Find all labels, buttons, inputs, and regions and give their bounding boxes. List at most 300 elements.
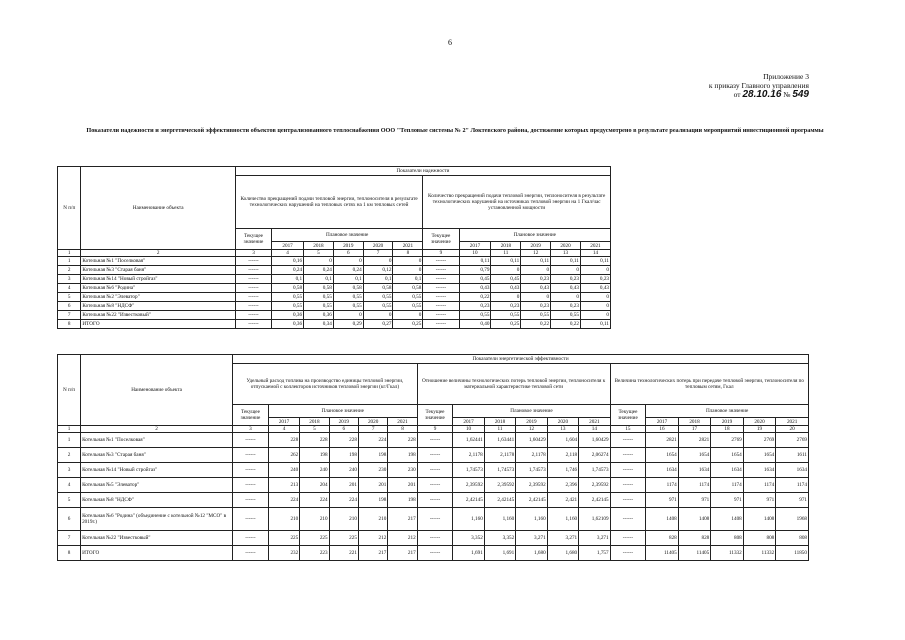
planned-value: 0,11 xyxy=(551,257,581,266)
current-value: ------ xyxy=(423,293,459,302)
year-header: 2017 xyxy=(453,418,484,426)
year-header: 2019 xyxy=(521,242,551,250)
planned-value: 0,58 xyxy=(304,284,334,293)
planned-value: 201 xyxy=(358,478,387,493)
planned-value: 1408 xyxy=(678,508,711,531)
column-number: 8 xyxy=(388,426,417,433)
planned-value: 0 xyxy=(521,266,551,275)
planned-value: 0,22 xyxy=(521,320,551,329)
planned-value: 0,16 xyxy=(272,257,304,266)
planned-value: 1968 xyxy=(776,508,809,531)
planned-value: 0,55 xyxy=(333,302,363,311)
planned-value: 1,757 xyxy=(579,546,610,561)
planned-value: 224 xyxy=(268,493,299,508)
current-value: ------ xyxy=(423,257,459,266)
number-prefix: № xyxy=(783,90,791,99)
year-header: 2019 xyxy=(711,418,744,426)
row-number: 3 xyxy=(58,463,81,478)
planned-value: 201 xyxy=(329,478,358,493)
current-value: ------ xyxy=(233,448,269,463)
column-number: 4 xyxy=(272,250,304,257)
row-number: 6 xyxy=(58,302,81,311)
header-current-c: Текущее значение xyxy=(610,405,646,426)
planned-value: 808 xyxy=(776,531,809,546)
planned-value: 0 xyxy=(333,311,363,320)
planned-value: 1,604 xyxy=(547,433,578,448)
planned-value: 240 xyxy=(268,463,299,478)
table-row xyxy=(58,293,611,302)
planned-value: 11405 xyxy=(678,546,711,561)
planned-value: 223 xyxy=(300,546,329,561)
planned-value: 0,34 xyxy=(304,320,334,329)
planned-value: 217 xyxy=(388,546,417,561)
current-value: ------ xyxy=(610,433,646,448)
column-number: 10 xyxy=(459,250,491,257)
planned-value: 228 xyxy=(268,433,299,448)
header-current-b: Текущее значение xyxy=(417,405,453,426)
planned-value: 0,1 xyxy=(304,275,334,284)
current-value: ------ xyxy=(417,508,453,531)
planned-value: 0 xyxy=(491,293,521,302)
current-value: ------ xyxy=(423,266,459,275)
year-header: 2020 xyxy=(551,242,581,250)
planned-value: 828 xyxy=(678,531,711,546)
year-header: 2020 xyxy=(358,418,387,426)
column-number: 5 xyxy=(300,426,329,433)
current-value: ------ xyxy=(423,302,459,311)
planned-value: 221 xyxy=(329,546,358,561)
planned-value: 1,160 xyxy=(484,508,515,531)
header-group: Показатели энергетической эффективности xyxy=(233,355,809,364)
planned-value: 0,55 xyxy=(393,302,423,311)
current-value: ------ xyxy=(235,266,271,275)
planned-value: 1,160 xyxy=(453,508,484,531)
column-number: 9 xyxy=(423,250,459,257)
planned-value: 2,1178 xyxy=(484,448,515,463)
planned-value: 0,22 xyxy=(459,293,491,302)
planned-value: 971 xyxy=(776,493,809,508)
planned-value: 0 xyxy=(580,293,610,302)
planned-value: 262 xyxy=(268,448,299,463)
planned-value: 11332 xyxy=(743,546,776,561)
row-number: 6 xyxy=(58,508,81,531)
planned-value: 0,43 xyxy=(491,284,521,293)
planned-value: 0,43 xyxy=(521,284,551,293)
current-value: ------ xyxy=(417,433,453,448)
planned-value: 0 xyxy=(393,257,423,266)
header-current-a: Текущее значение xyxy=(235,229,271,250)
planned-value: 2821 xyxy=(646,433,679,448)
planned-value: 232 xyxy=(268,546,299,561)
year-header: 2017 xyxy=(268,418,299,426)
planned-value: 1408 xyxy=(743,508,776,531)
header-block-b: Отношение величины технологических потерь тепловой энергии, теплоносителя к материальной характеристике тепловой сети xyxy=(417,364,610,405)
planned-value: 0,29 xyxy=(333,320,363,329)
year-header: 2018 xyxy=(304,242,334,250)
header-planned-a: Плановое значение xyxy=(268,405,417,418)
row-number: 1 xyxy=(58,257,81,266)
row-number: 4 xyxy=(58,284,81,293)
current-value: ------ xyxy=(423,320,459,329)
year-header: 2017 xyxy=(272,242,304,250)
planned-value: 1,74573 xyxy=(484,463,515,478)
date-prefix: от xyxy=(733,90,741,99)
year-header: 2018 xyxy=(300,418,329,426)
table-row xyxy=(58,320,611,329)
planned-value: 0,1 xyxy=(363,275,393,284)
planned-value: 0,23 xyxy=(521,302,551,311)
table-row xyxy=(58,508,809,531)
planned-value: 2,1178 xyxy=(453,448,484,463)
planned-value: 0,23 xyxy=(459,302,491,311)
planned-value: 2,39592 xyxy=(579,478,610,493)
planned-value: 1634 xyxy=(678,463,711,478)
planned-value: 0,55 xyxy=(393,293,423,302)
current-value: ------ xyxy=(423,284,459,293)
planned-value: 808 xyxy=(743,531,776,546)
column-number: 1 xyxy=(58,250,81,257)
current-value: ------ xyxy=(423,311,459,320)
column-number: 14 xyxy=(580,250,610,257)
reliability-table xyxy=(57,166,611,329)
current-value: ------ xyxy=(610,531,646,546)
planned-value: 1174 xyxy=(678,478,711,493)
row-number: 2 xyxy=(58,266,81,275)
column-number: 14 xyxy=(579,426,610,433)
object-name: ИТОГО xyxy=(81,320,235,329)
planned-value: 198 xyxy=(388,493,417,508)
planned-value: 217 xyxy=(388,508,417,531)
year-header: 2019 xyxy=(516,418,547,426)
planned-value: 210 xyxy=(268,508,299,531)
column-number: 6 xyxy=(329,426,358,433)
planned-value: 0,36 xyxy=(272,320,304,329)
current-value: ------ xyxy=(417,531,453,546)
planned-value: 0,55 xyxy=(459,311,491,320)
table-row xyxy=(58,311,611,320)
current-value: ------ xyxy=(233,433,269,448)
handwritten-number: 549 xyxy=(792,89,809,100)
header-block-b: Количество прекращений подачи тепловой энергии, теплоносителя в результате технологических нарушений на источниках тепловой энергии на 1 Гкал/час установленной мощности xyxy=(423,176,611,229)
year-header: 2020 xyxy=(743,418,776,426)
table-row xyxy=(58,478,809,493)
planned-value: 225 xyxy=(300,531,329,546)
column-number: 3 xyxy=(233,426,269,433)
planned-value: 2,42145 xyxy=(579,493,610,508)
planned-value: 2,42145 xyxy=(453,493,484,508)
year-header: 2021 xyxy=(776,418,809,426)
planned-value: 1,63441 xyxy=(484,433,515,448)
planned-value: 228 xyxy=(300,433,329,448)
planned-value: 2769 xyxy=(711,433,744,448)
planned-value: 198 xyxy=(358,448,387,463)
planned-value: 240 xyxy=(300,463,329,478)
planned-value: 210 xyxy=(329,508,358,531)
current-value: ------ xyxy=(423,275,459,284)
column-number: 11 xyxy=(491,250,521,257)
planned-value: 0 xyxy=(304,257,334,266)
planned-value: 225 xyxy=(329,531,358,546)
planned-value: 0,36 xyxy=(304,311,334,320)
planned-value: 0,45 xyxy=(459,275,491,284)
current-value: ------ xyxy=(233,508,269,531)
column-number: 12 xyxy=(516,426,547,433)
planned-value: 204 xyxy=(300,478,329,493)
object-name: Котельная №14 "Новый стройгаз" xyxy=(81,463,233,478)
planned-value: 230 xyxy=(388,463,417,478)
planned-value: 0,1 xyxy=(393,275,423,284)
planned-value: 0,55 xyxy=(363,293,393,302)
header-block-c: Величина технологических потерь при передаче тепловой энергии, теплоносителя по тепловым сетям, Гкал xyxy=(610,364,808,405)
planned-value: 0 xyxy=(393,266,423,275)
planned-value: 0,23 xyxy=(551,302,581,311)
row-number: 2 xyxy=(58,448,81,463)
current-value: ------ xyxy=(235,275,271,284)
object-name: Котельная №14 "Новый стройгаз" xyxy=(81,275,235,284)
row-number: 5 xyxy=(58,493,81,508)
column-number: 12 xyxy=(521,250,551,257)
table-row xyxy=(58,284,611,293)
row-number: 8 xyxy=(58,320,81,329)
planned-value: 0,23 xyxy=(580,275,610,284)
planned-value: 224 xyxy=(329,493,358,508)
planned-value: 0,12 xyxy=(363,266,393,275)
object-name: Котельная №6 "Родина" xyxy=(81,284,235,293)
table-row xyxy=(58,531,809,546)
header-block-a: Количество прекращений подачи тепловой энергии, теплоносителя в результате технологических нарушений на тепловых сетях на 1 км тепловых сетей xyxy=(235,176,422,229)
column-number: 11 xyxy=(484,426,515,433)
planned-value: 1634 xyxy=(646,463,679,478)
planned-value: 971 xyxy=(646,493,679,508)
planned-value: 0 xyxy=(363,311,393,320)
header-planned-c: Плановое значение xyxy=(646,405,809,418)
planned-value: 225 xyxy=(268,531,299,546)
object-name: Котельная №3 "Старая баня" xyxy=(81,448,233,463)
current-value: ------ xyxy=(610,448,646,463)
planned-value: 0 xyxy=(580,266,610,275)
planned-value: 1,160 xyxy=(547,508,578,531)
planned-value: 0,11 xyxy=(521,257,551,266)
year-header: 2020 xyxy=(547,418,578,426)
planned-value: 0,79 xyxy=(459,266,491,275)
column-number: 10 xyxy=(453,426,484,433)
planned-value: 1,160 xyxy=(516,508,547,531)
planned-value: 210 xyxy=(358,508,387,531)
table-row xyxy=(58,275,611,284)
table-row xyxy=(58,433,809,448)
planned-value: 1,680 xyxy=(516,546,547,561)
planned-value: 1634 xyxy=(711,463,744,478)
planned-value: 1,691 xyxy=(484,546,515,561)
table-row xyxy=(58,266,611,275)
object-name: Котельная №8 "НДСФ" xyxy=(81,493,233,508)
planned-value: 0,43 xyxy=(580,284,610,293)
document-title: Показатели надежности и энергетической эффективности объектов централизованного теплоснабжения ООО "Тепловые системы № 2" Локтевского района, достижение которых предусмотрено в результате реализации мероприятий инвестиционной программы xyxy=(86,127,824,134)
planned-value: 2,421 xyxy=(547,493,578,508)
planned-value: 217 xyxy=(358,546,387,561)
planned-value: 0,55 xyxy=(521,311,551,320)
table-row xyxy=(58,463,809,478)
planned-value: 2,42145 xyxy=(516,493,547,508)
object-name: Котельная №2 "Элеватор" xyxy=(81,293,235,302)
header-block-a: Удельный расход топлива на производство единицы тепловой энергии, отпускаемой с коллекторов источников тепловой энергии (кг/Гкал) xyxy=(233,364,418,405)
header-object-name: Наименование объекта xyxy=(81,355,233,426)
header-planned-b: Плановое значение xyxy=(459,229,610,242)
planned-value: 1654 xyxy=(743,448,776,463)
column-number: 16 xyxy=(646,426,679,433)
planned-value: 0,43 xyxy=(551,284,581,293)
planned-value: 0 xyxy=(521,293,551,302)
planned-value: 0,45 xyxy=(491,275,521,284)
current-value: ------ xyxy=(235,284,271,293)
planned-value: 212 xyxy=(388,531,417,546)
planned-value: 2,39592 xyxy=(484,478,515,493)
planned-value: 0,24 xyxy=(272,266,304,275)
planned-value: 240 xyxy=(329,463,358,478)
handwritten-date: 28.10.16 xyxy=(742,89,782,100)
planned-value: 1,746 xyxy=(547,463,578,478)
appendix-date-line xyxy=(609,90,809,99)
planned-value: 0,24 xyxy=(333,266,363,275)
header-num: N п/п xyxy=(58,355,81,426)
header-planned-b: Плановое значение xyxy=(453,405,610,418)
column-number: 8 xyxy=(393,250,423,257)
planned-value: 201 xyxy=(388,478,417,493)
planned-value: 228 xyxy=(388,433,417,448)
planned-value: 198 xyxy=(388,448,417,463)
column-number: 17 xyxy=(678,426,711,433)
appendix-block xyxy=(609,72,809,99)
current-value: ------ xyxy=(417,463,453,478)
current-value: ------ xyxy=(233,478,269,493)
planned-value: 0,23 xyxy=(521,275,551,284)
planned-value: 1408 xyxy=(711,508,744,531)
planned-value: 210 xyxy=(300,508,329,531)
planned-value: 0 xyxy=(551,293,581,302)
current-value: ------ xyxy=(233,463,269,478)
planned-value: 213 xyxy=(268,478,299,493)
planned-value: 971 xyxy=(711,493,744,508)
current-value: ------ xyxy=(610,493,646,508)
planned-value: 1634 xyxy=(743,463,776,478)
planned-value: 0,23 xyxy=(491,302,521,311)
current-value: ------ xyxy=(417,546,453,561)
planned-value: 0,11 xyxy=(491,257,521,266)
object-name: ИТОГО xyxy=(81,546,233,561)
planned-value: 1,680 xyxy=(547,546,578,561)
planned-value: 224 xyxy=(358,433,387,448)
planned-value: 1654 xyxy=(646,448,679,463)
current-value: ------ xyxy=(610,546,646,561)
year-header: 2019 xyxy=(329,418,358,426)
year-header: 2021 xyxy=(579,418,610,426)
planned-value: 0,58 xyxy=(363,284,393,293)
current-value: ------ xyxy=(417,478,453,493)
planned-value: 1174 xyxy=(776,478,809,493)
row-number: 5 xyxy=(58,293,81,302)
current-value: ------ xyxy=(610,478,646,493)
planned-value: 198 xyxy=(358,493,387,508)
planned-value: 0 xyxy=(551,266,581,275)
planned-value: 2,396 xyxy=(547,478,578,493)
planned-value: 1611 xyxy=(776,448,809,463)
planned-value: 0,58 xyxy=(333,284,363,293)
object-name: Котельная №3 "Старая баня" xyxy=(81,266,235,275)
column-number: 2 xyxy=(81,426,233,433)
planned-value: 2,06274 xyxy=(579,448,610,463)
current-value: ------ xyxy=(417,493,453,508)
object-name: Котельная №8 "НДСФ" xyxy=(81,302,235,311)
object-name: Котельная №1 "Поселковая" xyxy=(81,433,233,448)
planned-value: 2,118 xyxy=(547,448,578,463)
table-row xyxy=(58,302,611,311)
planned-value: 808 xyxy=(711,531,744,546)
column-number: 9 xyxy=(417,426,453,433)
planned-value: 1,74573 xyxy=(516,463,547,478)
column-number: 5 xyxy=(304,250,334,257)
object-name: Котельная №5 "Элеватор" xyxy=(81,478,233,493)
planned-value: 1,74573 xyxy=(453,463,484,478)
planned-value: 0,25 xyxy=(393,320,423,329)
column-number: 15 xyxy=(610,426,646,433)
planned-value: 0,55 xyxy=(304,302,334,311)
table-row xyxy=(58,546,809,561)
current-value: ------ xyxy=(610,508,646,531)
planned-value: 0,11 xyxy=(580,257,610,266)
planned-value: 0,55 xyxy=(363,302,393,311)
planned-value: 2769 xyxy=(776,433,809,448)
planned-value: 1174 xyxy=(646,478,679,493)
planned-value: 3,352 xyxy=(453,531,484,546)
page-number: 6 xyxy=(448,38,452,47)
planned-value: 0,55 xyxy=(551,311,581,320)
efficiency-table xyxy=(57,354,809,561)
planned-value: 828 xyxy=(646,531,679,546)
year-header: 2018 xyxy=(484,418,515,426)
current-value: ------ xyxy=(417,448,453,463)
year-header: 2020 xyxy=(363,242,393,250)
planned-value: 0 xyxy=(333,257,363,266)
planned-value: 0,23 xyxy=(551,275,581,284)
year-header: 2018 xyxy=(491,242,521,250)
object-name: Котельная №1 "Поселковая" xyxy=(81,257,235,266)
planned-value: 971 xyxy=(678,493,711,508)
planned-value: 0 xyxy=(491,266,521,275)
appendix-order-ref: к приказу Главного управления xyxy=(708,81,809,90)
current-value: ------ xyxy=(233,531,269,546)
planned-value: 3,352 xyxy=(484,531,515,546)
planned-value: 1,60429 xyxy=(516,433,547,448)
column-number: 4 xyxy=(268,426,299,433)
row-number: 3 xyxy=(58,275,81,284)
year-header: 2021 xyxy=(388,418,417,426)
row-number: 4 xyxy=(58,478,81,493)
object-name: Котельная №6 "Родина" (объединение с котельной №12 "МСО" в 2019г.) xyxy=(81,508,233,531)
planned-value: 0,22 xyxy=(551,320,581,329)
planned-value: 0 xyxy=(393,311,423,320)
planned-value: 2,39592 xyxy=(453,478,484,493)
planned-value: 212 xyxy=(358,531,387,546)
planned-value: 2,39592 xyxy=(516,478,547,493)
planned-value: 1,62109 xyxy=(579,508,610,531)
column-number: 18 xyxy=(711,426,744,433)
column-number: 7 xyxy=(363,250,393,257)
planned-value: 971 xyxy=(743,493,776,508)
planned-value: 0,55 xyxy=(491,311,521,320)
planned-value: 230 xyxy=(358,463,387,478)
planned-value: 1634 xyxy=(776,463,809,478)
planned-value: 11332 xyxy=(711,546,744,561)
